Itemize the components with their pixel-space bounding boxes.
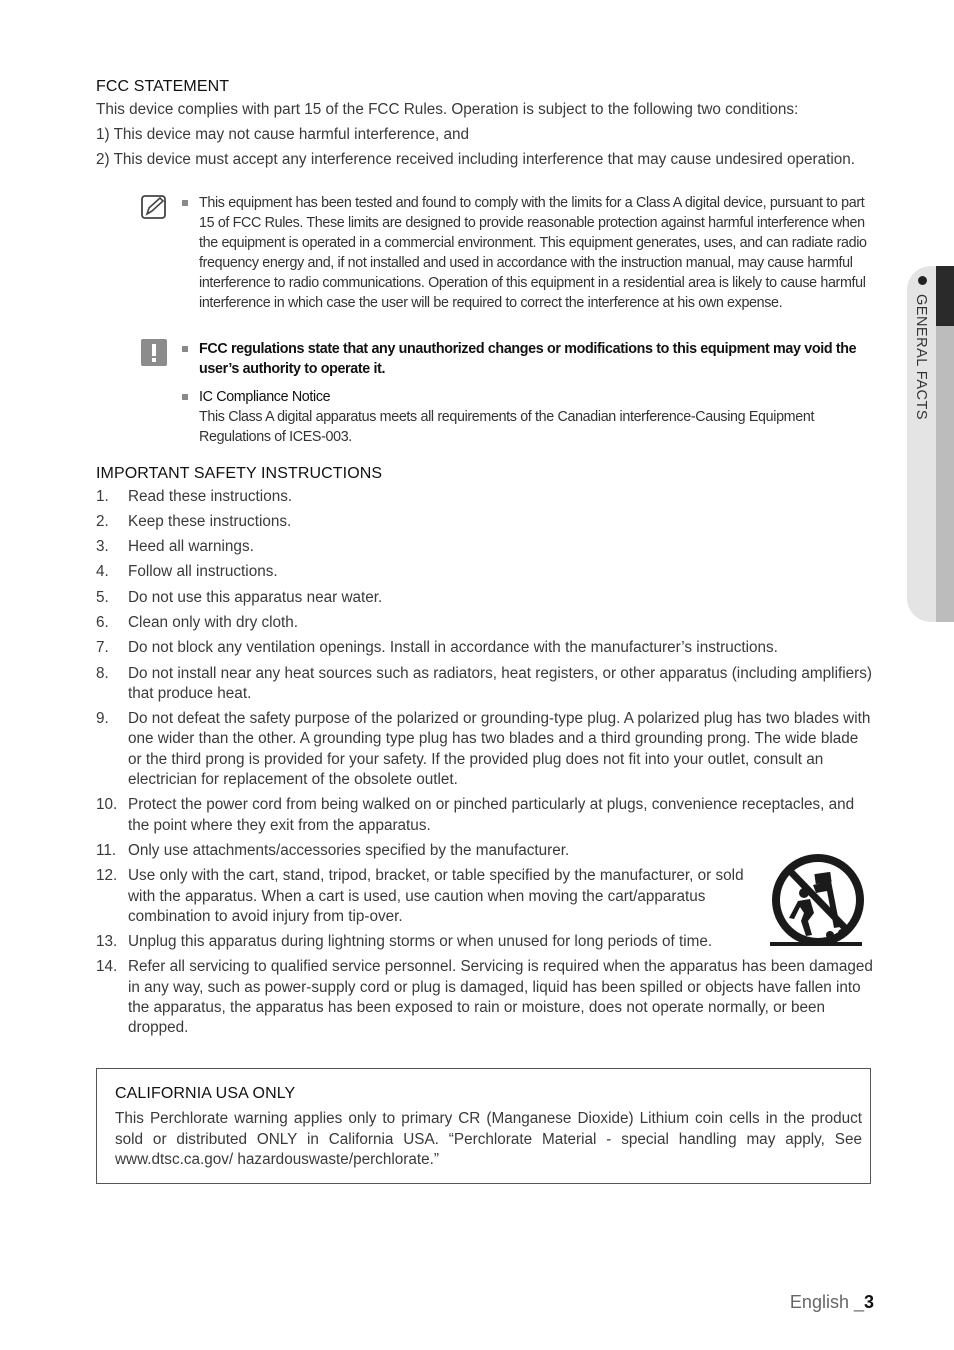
side-tab-text: GENERAL FACTS (913, 294, 929, 421)
california-text: This Perchlorate warning applies only to primary CR (Manganese Dioxide) Lithium coin cells in the product sold or distributed ONLY in California USA. “Perchlorate Material - special handling may apply, See www.dtsc.ca.gov/ hazardouswaste/perchlorate.” (115, 1110, 862, 1168)
list-number: 14. (96, 958, 118, 976)
list-item (96, 487, 874, 507)
list-text: Do not use this apparatus near water. (128, 588, 383, 606)
safety-list (96, 487, 874, 1039)
list-item (96, 866, 748, 927)
list-number: 12. (96, 867, 118, 885)
fcc-intro: This device complies with part 15 of the FCC Rules. Operation is subject to the following two conditions: (96, 101, 799, 118)
page-number: 3 (863, 1292, 874, 1312)
list-item (96, 512, 874, 532)
list-text: Read these instructions. (128, 487, 293, 505)
list-item (96, 709, 874, 790)
bullet-square-icon (182, 394, 188, 400)
list-text: Keep these instructions. (128, 512, 292, 530)
california-notice-box (96, 1068, 871, 1184)
list-number: 2. (96, 512, 109, 530)
cart-tip-over-warning-icon (768, 851, 868, 949)
page-content (96, 78, 874, 1044)
page-footer (790, 1292, 874, 1313)
list-item (96, 932, 874, 952)
list-item (96, 841, 874, 861)
list-item (96, 638, 874, 658)
list-number: 13. (96, 933, 118, 951)
side-tab-label (913, 276, 933, 476)
list-number: 11. (96, 841, 117, 859)
bullet-dot-icon (918, 276, 927, 285)
list-text: Refer all servicing to qualified service personnel. Servicing is required when the apparatus has been damaged in any way, such as power-supply cord or plug is damaged, liquid has been spilled or objects have fallen into the apparatus, the apparatus has been exposed to rain or moisture, does not operate normally, or been dropped. (128, 958, 873, 1037)
list-text: Use only with the cart, stand, tripod, bracket, or table specified by the manufacturer, or sold with the apparatus. When a cart is used, use caution when moving the cart/apparatus combination to avoid injury from tip-over. (128, 867, 744, 925)
caution-warning-text: FCC regulations state that any unauthorized changes or modifications to this equipment may void the user’s authority to operate it. (199, 340, 857, 377)
list-number: 10. (96, 796, 118, 814)
list-number: 5. (96, 588, 109, 606)
list-number: 6. (96, 613, 109, 631)
note-block (96, 193, 874, 313)
list-number: 7. (96, 639, 109, 657)
ic-compliance-text: This Class A digital apparatus meets all requirements of the Canadian interference-Causing Equipment Regulations of ICES-003. (199, 408, 815, 445)
list-text: Unplug this apparatus during lightning storms or when unused for long periods of time. (128, 933, 713, 951)
list-item (96, 795, 874, 836)
list-text: Only use attachments/accessories specified by the manufacturer. (128, 841, 570, 859)
list-item (96, 588, 874, 608)
list-item (96, 664, 874, 705)
list-number: 3. (96, 538, 109, 556)
list-text: Protect the power cord from being walked on or pinched particularly at plugs, convenience receptacles, and the point where they exit from the apparatus. (128, 796, 855, 834)
caution-exclamation-icon (141, 339, 167, 366)
fcc-heading: FCC STATEMENT (96, 78, 230, 95)
list-number: 9. (96, 710, 109, 728)
list-text: Heed all warnings. (128, 538, 254, 556)
note-text-item (182, 193, 874, 313)
fcc-condition-2: 2) This device must accept any interference received including interference that may cause undesired operation. (96, 151, 856, 168)
california-heading: CALIFORNIA USA ONLY (115, 1085, 296, 1102)
caution-block (96, 339, 874, 447)
safety-heading: IMPORTANT SAFETY INSTRUCTIONS (96, 464, 383, 482)
note-pencil-icon (140, 193, 168, 221)
list-item (96, 537, 874, 557)
list-text: Do not install near any heat sources such as radiators, heat registers, or other apparatus (including amplifiers) that produce heat. (128, 664, 872, 702)
list-number: 8. (96, 664, 109, 682)
ic-compliance-title: IC Compliance Notice (199, 388, 331, 405)
list-item (96, 957, 874, 1038)
list-text: Do not defeat the safety purpose of the polarized or grounding-type plug. A polarized plug has two blades with one wider than the other. A grounding type plug has two blades and a third grounding prong. The wide blade or the third prong is provided for your safety. If the provided plug does not fit into your outlet, consult an electrician for replacement of the obsolete outlet. (128, 710, 871, 789)
list-number: 1. (96, 487, 109, 505)
list-text: Clean only with dry cloth. (128, 613, 299, 631)
footer-language: English _ (789, 1292, 864, 1312)
list-number: 4. (96, 563, 109, 581)
list-item (96, 613, 874, 633)
fcc-condition-1: 1) This device may not cause harmful interference, and (96, 126, 469, 143)
bullet-square-icon (182, 346, 188, 352)
ic-compliance-item (182, 387, 874, 447)
side-tab-marker (936, 266, 954, 326)
note-text: This equipment has been tested and found to comply with the limits for a Class A digital device, pursuant to part 15 of FCC Rules. These limits are designed to provide reasonable protection against harmful interference when the equipment is operated in a commercial environment. This equipment generates, uses, and can radiate radio frequency energy and, if not installed and used in accordance with the instruction manual, may cause harmful interference to radio communications. Operation of this equipment in a residential area is likely to cause harmful interference in which case the user will be required to correct the interference at his own expense. (199, 194, 867, 311)
list-text: Do not block any ventilation openings. Install in accordance with the manufacturer’s instructions. (128, 639, 778, 657)
caution-warning-item (182, 339, 874, 379)
safety-section (96, 465, 874, 1039)
list-text: Follow all instructions. (128, 563, 278, 581)
bullet-square-icon (182, 200, 188, 206)
list-item (96, 562, 874, 582)
